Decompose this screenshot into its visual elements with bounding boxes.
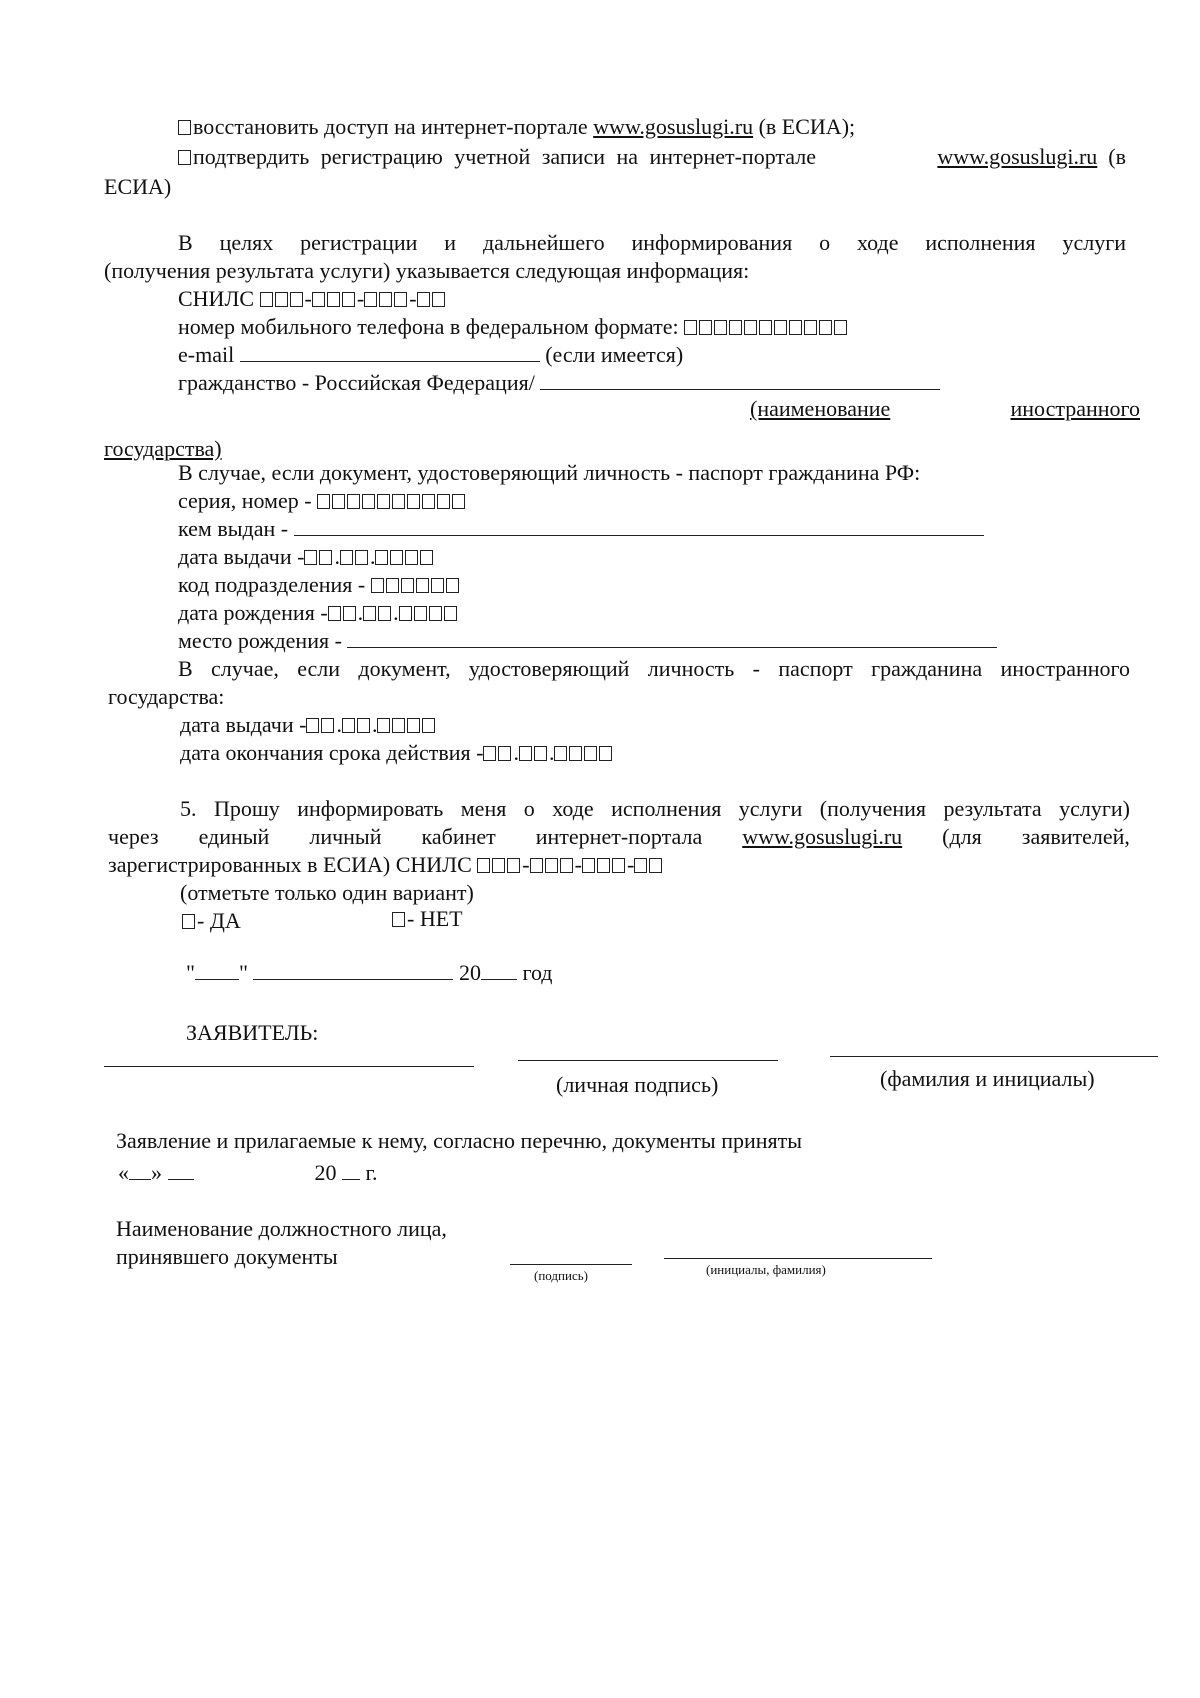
- issued-by-field[interactable]: [294, 517, 984, 536]
- yes-option: [182, 908, 241, 934]
- birth-date-input[interactable]: . .: [328, 600, 459, 625]
- acceptance-year-field[interactable]: [342, 1161, 360, 1180]
- notify-word-4: кабинет: [421, 824, 496, 849]
- confirm-registration-text-wrap: [178, 144, 816, 170]
- issue-date-row: [178, 544, 435, 570]
- passport-series-label: серия, номер -: [178, 488, 312, 513]
- birth-place-row: [178, 628, 997, 654]
- snils-input[interactable]: - - -: [260, 286, 447, 311]
- restore-access-text: восстановить доступ на интернет-портале: [193, 114, 588, 139]
- foreign-expiry-row: [180, 740, 614, 766]
- restore-access-option: [178, 114, 855, 140]
- notify-word-5: интернет-портала: [535, 824, 703, 849]
- notify-snils-input[interactable]: - - -: [477, 852, 664, 877]
- email-row: [178, 342, 683, 368]
- yes-label: - ДА: [197, 908, 241, 933]
- restore-access-suffix: (в ЕСИА);: [758, 114, 856, 139]
- applicant-name-rule[interactable]: [830, 1056, 1158, 1057]
- gosuslugi-link-1[interactable]: www.gosuslugi.ru: [593, 114, 754, 139]
- notify-line3: [108, 852, 664, 878]
- dept-code-label: код подразделения -: [178, 572, 366, 597]
- email-suffix: (если имеется): [545, 342, 684, 367]
- acceptance-year-suffix: г.: [365, 1160, 378, 1185]
- passport-series-input[interactable]: [317, 488, 467, 513]
- issue-date-input[interactable]: . .: [304, 544, 435, 569]
- date-quote-close: ": [238, 960, 248, 985]
- passport-rf-heading: В случае, если документ, удостоверяющий личность - паспорт гражданина РФ:: [178, 460, 921, 485]
- passport-foreign-heading-2: государства:: [108, 684, 225, 709]
- date-line: [186, 960, 553, 986]
- birth-place-label: место рождения -: [178, 628, 342, 653]
- foreign-state-field[interactable]: [540, 371, 940, 390]
- official-name-caption: (инициалы, фамилия): [706, 1262, 826, 1277]
- foreign-caption-2: иностранного: [1010, 396, 1140, 421]
- snils-label: СНИЛС: [178, 286, 255, 311]
- official-line2: принявшего документы: [116, 1244, 338, 1269]
- passport-foreign-heading-1: В случае, если документ, удостоверяющий личность - паспорт гражданина иностранного: [178, 656, 1130, 681]
- acceptance-year-prefix: 20: [314, 1160, 337, 1185]
- notify-word-1: через: [108, 824, 159, 849]
- gosuslugi-link-2[interactable]: www.gosuslugi.ru: [937, 144, 1098, 169]
- dept-code-input[interactable]: [371, 572, 461, 597]
- foreign-caption-1: (наименование: [750, 396, 891, 421]
- dept-code-row: [178, 572, 461, 598]
- date-day-field[interactable]: [195, 961, 239, 980]
- checkbox-restore-access[interactable]: [178, 120, 191, 135]
- registration-intro-line2: (получения результата услуги) указывается следующая информация:: [104, 258, 750, 283]
- foreign-expiry-label: дата окончания срока действия -: [180, 740, 484, 765]
- birth-place-field[interactable]: [347, 629, 997, 648]
- birth-date-label: дата рождения -: [178, 600, 328, 625]
- foreign-state-caption: [750, 396, 1140, 422]
- notify-hint: (отметьте только один вариант): [180, 880, 474, 905]
- registration-intro-line1: В целях регистрации и дальнейшего информирования о ходе исполнения услуги: [178, 230, 1126, 255]
- checkbox-no[interactable]: [392, 912, 405, 927]
- acceptance-quote-close: »: [151, 1160, 162, 1185]
- no-label: - НЕТ: [407, 906, 463, 931]
- foreign-issue-date-input[interactable]: . .: [306, 712, 437, 737]
- notify-line1: 5. Прошу информировать меня о ходе исполнения услуги (получения результата услуги): [180, 796, 1130, 821]
- email-label: e-mail: [178, 342, 235, 367]
- acceptance-date-line: [118, 1160, 378, 1186]
- official-signature-rule[interactable]: [510, 1264, 632, 1265]
- notify-line3-text: зарегистрированных в ЕСИА) СНИЛС: [108, 852, 472, 877]
- email-field[interactable]: [240, 343, 540, 362]
- passport-series-row: [178, 488, 467, 514]
- confirm-registration-suffix: (в: [1108, 144, 1126, 169]
- foreign-issue-date-row: [180, 712, 437, 738]
- official-name-rule[interactable]: [664, 1258, 932, 1259]
- confirm-registration-cont: ЕСИА): [104, 174, 172, 199]
- citizenship-label: гражданство - Российская Федерация/: [178, 370, 535, 395]
- issued-by-label: кем выдан -: [178, 516, 289, 541]
- date-year-suffix: год: [522, 960, 553, 985]
- phone-row: [178, 314, 849, 340]
- applicant-rule-1[interactable]: [104, 1066, 474, 1067]
- checkbox-yes[interactable]: [182, 914, 195, 929]
- no-option: [392, 906, 463, 932]
- date-month-field[interactable]: [253, 961, 453, 980]
- applicant-signature-rule[interactable]: [518, 1060, 778, 1061]
- acceptance-day-field[interactable]: [129, 1161, 151, 1180]
- notify-tail-2: заявителей,: [1021, 824, 1130, 849]
- notify-tail-1: (для: [942, 824, 982, 849]
- foreign-expiry-input[interactable]: . .: [483, 740, 614, 765]
- foreign-issue-date-label: дата выдачи -: [180, 712, 307, 737]
- citizenship-row: [178, 370, 940, 396]
- applicant-label: ЗАЯВИТЕЛЬ:: [186, 1020, 319, 1045]
- acceptance-text: Заявление и прилагаемые к нему, согласно перечню, документы приняты: [116, 1128, 803, 1153]
- confirm-registration-text: подтвердить регистрацию учетной записи на интернет-портале: [193, 144, 817, 169]
- phone-input[interactable]: [684, 314, 849, 339]
- phone-label: номер мобильного телефона в федеральном формате:: [178, 314, 679, 339]
- issue-date-label: дата выдачи -: [178, 544, 305, 569]
- notify-word-3: личный: [309, 824, 382, 849]
- snils-row: [178, 286, 447, 312]
- applicant-signature-caption: (личная подпись): [556, 1072, 719, 1097]
- official-signature-caption: (подпись): [534, 1268, 588, 1283]
- birth-date-row: [178, 600, 459, 626]
- issued-by-row: [178, 516, 984, 542]
- date-year-field[interactable]: [481, 961, 517, 980]
- acceptance-month-field[interactable]: [168, 1161, 194, 1180]
- date-quote-open: ": [186, 960, 195, 985]
- official-line1: Наименование должностного лица,: [116, 1216, 447, 1241]
- gosuslugi-link-3[interactable]: www.gosuslugi.ru: [742, 824, 903, 849]
- notify-word-2: единый: [198, 824, 270, 849]
- notify-line2: [108, 824, 1130, 850]
- applicant-name-caption: (фамилия и инициалы): [880, 1066, 1095, 1091]
- checkbox-confirm-registration[interactable]: [178, 150, 191, 165]
- confirm-registration-option: [178, 144, 1126, 170]
- foreign-caption-3: государства): [104, 436, 222, 461]
- date-year-prefix: 20: [458, 960, 481, 985]
- acceptance-quote-open: «: [118, 1160, 129, 1185]
